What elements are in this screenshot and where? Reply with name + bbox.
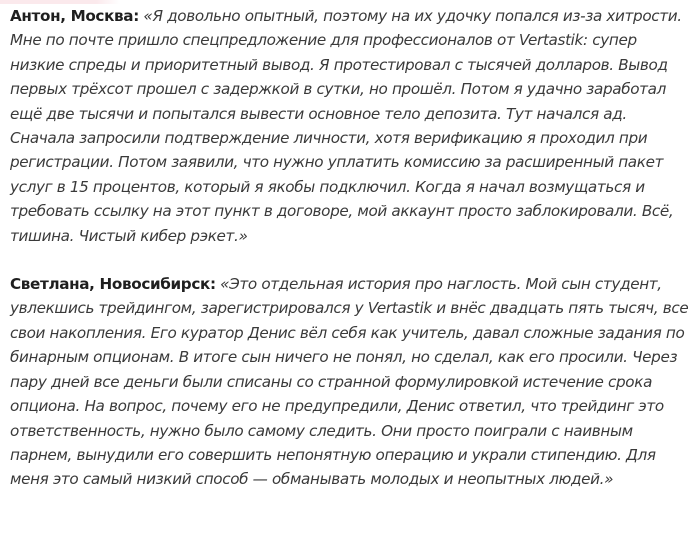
review-author: Светлана, Новосибирск: <box>10 275 216 294</box>
reviews-section <box>10 4 695 492</box>
review-text: «Это отдельная история про наглость. Мой сын студент, увлекшись трейдингом, зарегистрировался у Vertastik и внёс двадцать пять тысяч, все свои накопления. Его куратор Денис вёл себя как учитель, давал сложные задания по бинарным опционам. В итоге сын ничего не понял, но сделал, как его просили. Через пару дней все деньги были списаны со странной формулировкой истечение срока опциона. На вопрос, почему его не предупредили, Денис ответил, что трейдинг это ответственность, нужно было самому следить. Они просто поиграли с наивным парнем, вынудили его совершить непонятную операцию и украли стипендию. Для меня это самый низкий способ — обманывать молодых и неопытных людей.» <box>10 275 689 489</box>
review-author: Антон, Москва: <box>10 7 139 25</box>
review-text: «Я довольно опытный, поэтому на их удочку попался из-за хитрости. Мне по почте пришло спецпредложение для профессионалов от Vertastik: супер низкие спреды и приоритетный вывод. Я протестировал с тысячей долларов. Вывод первых трёхсот прошел с задержкой в сутки, но прошёл. Потом я удачно заработал ещё две тысячи и попытался вывести основное тело депозита. Тут начался ад. Сначала запросили подтверждение личности, хотя верификацию я проходил при регистрации. Потом заявили, что нужно уплатить комиссию за расширенный пакет услуг в 15 процентов, который я якобы подключил. Когда я начал возмущаться и требовать ссылку на этот пункт в договоре, мой аккаунт просто заблокировали. Всё, тишина. Чистый кибер рэкет.» <box>10 7 682 245</box>
review-anton <box>10 4 695 248</box>
review-svetlana <box>10 272 695 492</box>
